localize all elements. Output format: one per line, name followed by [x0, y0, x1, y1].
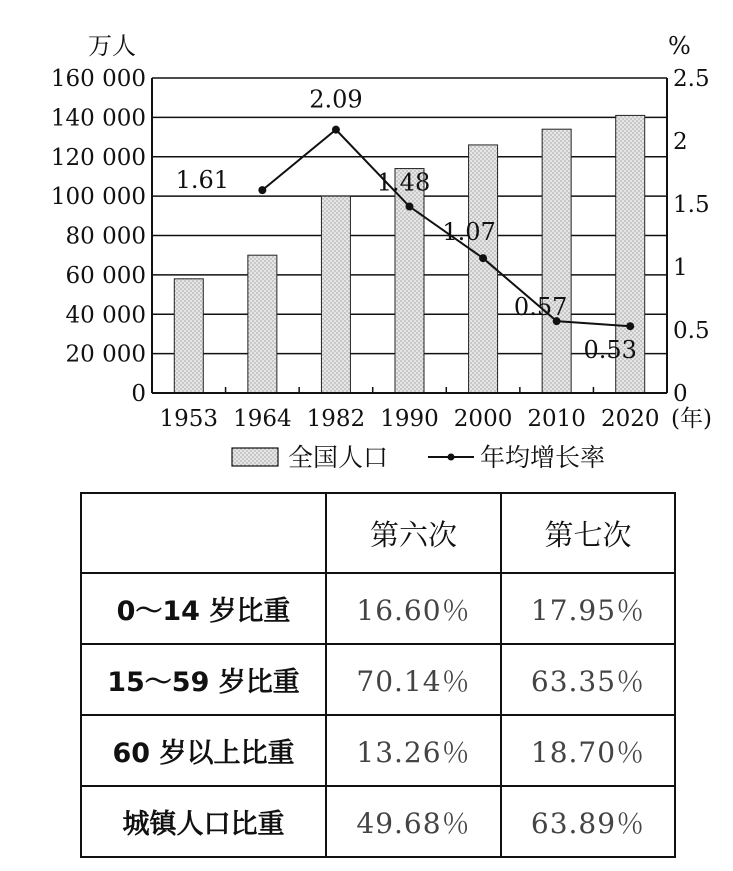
left-y-tick-label: 160 000: [50, 66, 146, 92]
sixth-census-value: 13.26％: [326, 715, 501, 786]
population-bar: [248, 255, 277, 393]
census-comparison-table: [80, 492, 676, 858]
population-bar: [174, 279, 203, 393]
left-y-tick-label: 140 000: [50, 105, 146, 132]
x-tick-label: 2010: [527, 406, 586, 432]
x-tick-label: 1953: [159, 406, 219, 432]
sixth-census-value: 49.68％: [326, 786, 501, 857]
left-y-tick-label: 120 000: [50, 144, 146, 171]
table-header-cell: 第六次: [326, 493, 501, 573]
x-axis-unit-label: (年): [671, 406, 712, 432]
legend: [232, 443, 605, 472]
row-label: 0～14 岁比重: [81, 573, 326, 644]
growth-rate-point: [406, 203, 414, 211]
row-label: 15～59 岁比重: [81, 644, 326, 715]
population-bar: [321, 196, 350, 393]
growth-rate-data-label: 1.48: [376, 168, 431, 197]
growth-rate-data-label: 0.53: [583, 336, 637, 365]
x-tick-label: 1990: [380, 406, 439, 432]
growth-rate-point: [626, 322, 634, 330]
x-tick-label: 2020: [600, 406, 660, 432]
left-y-tick-label: 80 000: [65, 223, 146, 250]
right-y-tick-label: 0: [673, 381, 688, 407]
table-header-cell: 第七次: [501, 493, 675, 573]
growth-rate-point: [332, 126, 340, 134]
population-bar: [395, 169, 424, 393]
table-header-cell: [81, 493, 326, 573]
table-row: [81, 644, 675, 715]
legend-bar-swatch: [232, 448, 278, 466]
x-tick-label: 1964: [233, 406, 292, 432]
seventh-census-value: 17.95％: [501, 573, 675, 644]
left-y-tick-label: 20 000: [65, 341, 146, 368]
left-y-tick-label: 60 000: [65, 262, 146, 289]
legend-bar-label: 全国人口: [288, 443, 389, 472]
left-y-tick-label: 100 000: [50, 184, 146, 211]
table-row: [81, 715, 675, 786]
legend-line-marker: [448, 454, 455, 461]
seventh-census-value: 63.89％: [501, 786, 675, 857]
growth-rate-point: [479, 254, 487, 262]
seventh-census-value: 18.70％: [501, 715, 675, 786]
table-header-row: [81, 493, 675, 573]
table-row: [81, 786, 675, 857]
growth-rate-data-label: 1.61: [175, 166, 230, 195]
sixth-census-value: 70.14％: [326, 644, 501, 715]
right-y-tick-label: 1: [673, 255, 688, 281]
growth-rate-point: [258, 186, 266, 194]
left-y-tick-label: 40 000: [65, 302, 146, 329]
right-y-tick-label: 2: [673, 129, 688, 155]
right-y-tick-label: 2.5: [673, 66, 710, 92]
growth-rate-data-label: 1.07: [442, 218, 496, 247]
growth-rate-data-label: 0.57: [513, 293, 568, 322]
x-tick-label: 1982: [306, 406, 366, 432]
table-row: [81, 573, 675, 644]
right-axis-unit-label: %: [668, 32, 691, 60]
x-tick-label: 2000: [453, 406, 513, 432]
right-y-tick-label: 1.5: [673, 192, 710, 218]
left-y-tick-label: 0: [131, 381, 146, 407]
axis-labels: [51, 66, 712, 432]
left-axis-unit-label: 万人: [88, 32, 136, 60]
population-bar: [542, 129, 571, 393]
population-bar: [469, 145, 498, 393]
right-y-tick-label: 0.5: [673, 318, 710, 344]
seventh-census-value: 63.35％: [501, 644, 675, 715]
row-label: 城镇人口比重: [81, 786, 326, 857]
row-label: 60 岁以上比重: [81, 715, 326, 786]
growth-rate-data-label: 2.09: [309, 85, 363, 114]
legend-line-label: 年均增长率: [480, 443, 606, 472]
sixth-census-value: 16.60％: [326, 573, 501, 644]
